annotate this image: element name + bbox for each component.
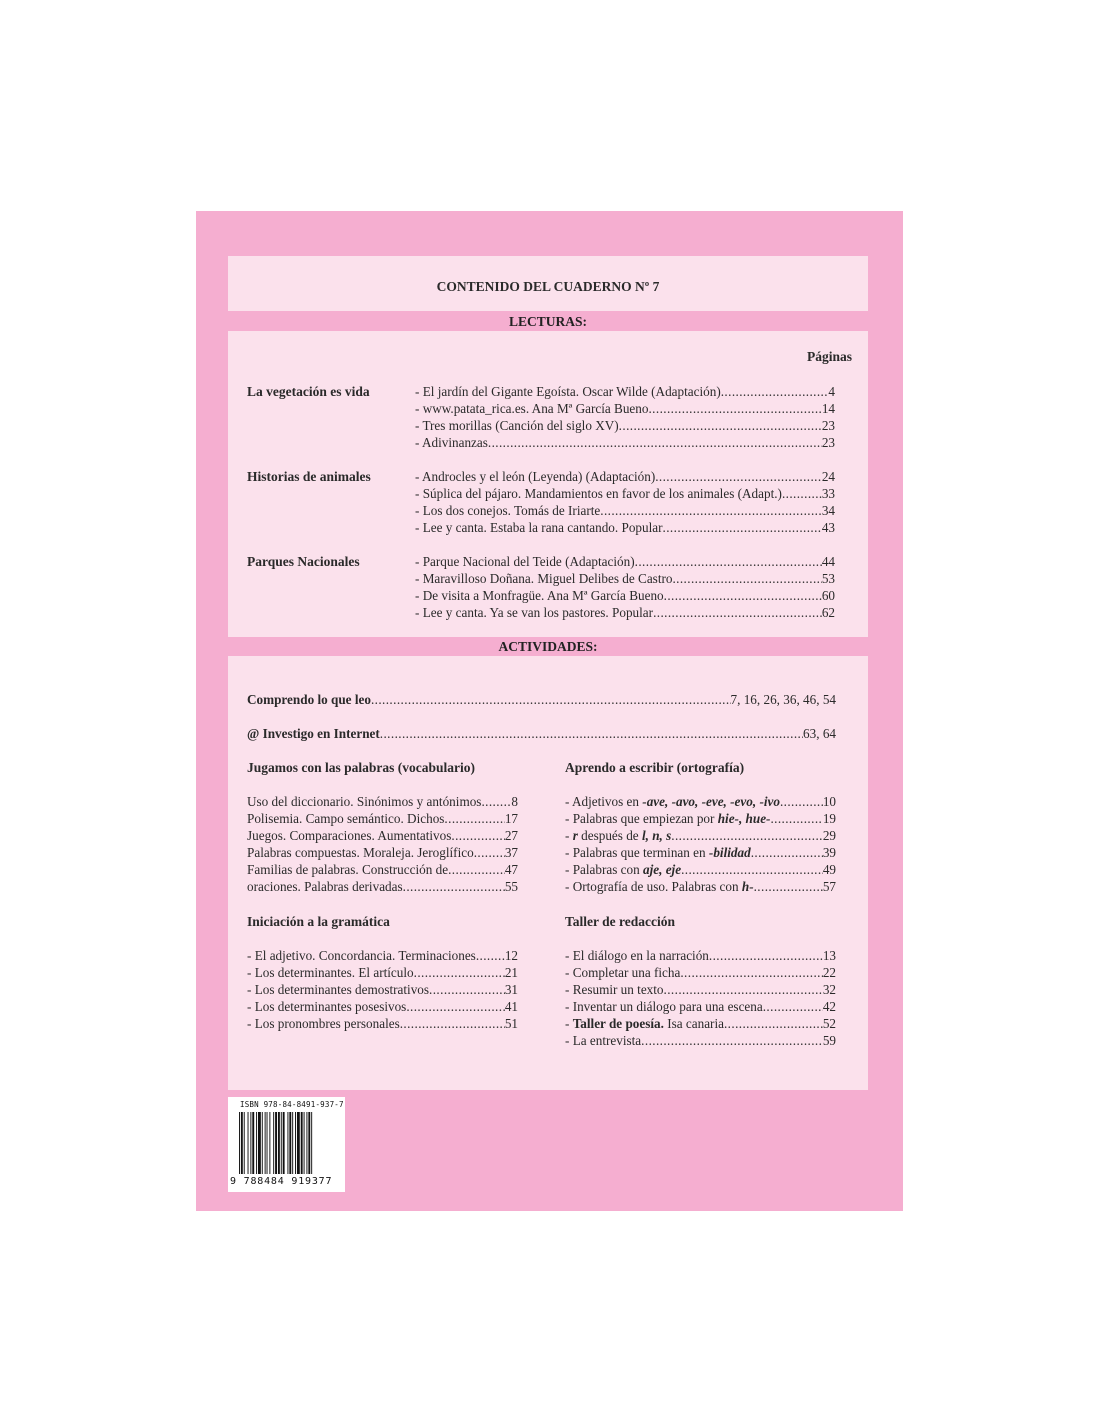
isbn-barcode-box — [228, 1097, 345, 1192]
entry-title: - Maravilloso Doñana. Miguel Delibes de Castro — [415, 571, 673, 586]
entry-title: - Completar una ficha — [565, 965, 681, 980]
entry-emphasis: -ave, -avo, -eve, -evo, -ivo — [642, 794, 780, 809]
entry-title: - Lee y canta. Ya se van los pastores. Popular — [415, 605, 654, 620]
entry-emphasis: aje, eje — [643, 862, 682, 877]
toc-entry — [565, 1015, 836, 1032]
entry-title: Juegos. Comparaciones. Aumentativos — [247, 828, 452, 843]
toc-entry — [565, 981, 836, 998]
back-cover — [196, 211, 903, 1211]
section-label: Historias de animales — [247, 469, 371, 484]
section-entries — [415, 468, 835, 536]
actividades-heading: ACTIVIDADES: — [498, 639, 598, 654]
entry-title: Palabras compuestas. Moraleja. Jeroglífico — [247, 845, 474, 860]
entry-title: - Los determinantes posesivos — [247, 999, 407, 1014]
entry-title: - Resumir un texto — [565, 982, 664, 997]
entry-emphasis: l, n, s — [641, 828, 672, 843]
entry-page: 32 — [822, 982, 836, 997]
entry-title: - Ortografía de uso. Palabras con — [565, 879, 742, 894]
toc-entry — [415, 604, 835, 621]
toc-entry — [565, 1032, 836, 1049]
toc-entry — [247, 878, 518, 895]
entry-emphasis: h- — [741, 879, 754, 894]
section-heading: Aprendo a escribir (ortografía) — [565, 760, 745, 775]
entry-title: - Los pronombres personales — [247, 1016, 400, 1031]
toc-entry — [247, 964, 518, 981]
entry-page: 37 — [504, 845, 518, 860]
entry-page: 10 — [822, 794, 836, 809]
toc-entry — [415, 553, 835, 570]
toc-entry — [415, 502, 835, 519]
toc-entry — [415, 400, 835, 417]
entry-title: - — [565, 828, 573, 843]
toc-entry — [565, 827, 836, 844]
entry-title: - Androcles y el león (Leyenda) (Adaptación) — [415, 469, 656, 484]
toc-entry — [565, 793, 836, 810]
entry-page: 27 — [504, 828, 518, 843]
toc-entry — [415, 587, 835, 604]
entry-title: - De visita a Monfragüe. Ana Mª García Bueno — [415, 588, 664, 603]
paginas-label: Páginas — [806, 349, 852, 364]
entry-emphasis: hie-, hue- — [717, 811, 771, 826]
entry-page: 52 — [822, 1016, 836, 1031]
toc-entry — [415, 417, 835, 434]
entry-title: - El adjetivo. Concordancia. Terminaciones — [247, 948, 476, 963]
lecturas-panel — [228, 331, 868, 637]
toc-entry — [247, 844, 518, 861]
entry-title: Uso del diccionario. Sinónimos y antónimos — [247, 794, 482, 809]
actividades-panel — [228, 656, 868, 1090]
section-heading: Taller de redacción — [565, 914, 675, 929]
entry-title: - Los dos conejos. Tomás de Iriarte — [415, 503, 601, 518]
entry-page: 51 — [504, 1016, 518, 1031]
entry-title-bold: Taller de poesía. — [572, 1016, 664, 1031]
entry-page: 39 — [822, 845, 836, 860]
entry-page: 8 — [511, 794, 518, 809]
section-label: Parques Nacionales — [247, 554, 360, 569]
entry-title: - El diálogo en la narración — [565, 948, 709, 963]
entry-page: 21 — [504, 965, 518, 980]
entry-title: - Palabras que terminan en — [565, 845, 709, 860]
entry-title: Comprendo lo que leo — [247, 692, 371, 707]
entry-title: - Los determinantes demostrativos — [247, 982, 430, 997]
toc-entry — [565, 964, 836, 981]
entry-page: 13 — [822, 948, 836, 963]
entry-title: Familias de palabras. Construcción de — [247, 862, 449, 877]
section-heading: Iniciación a la gramática — [247, 914, 390, 929]
entry-title: - Adivinanzas — [415, 435, 488, 450]
entry-title: - www.patata_rica.es. Ana Mª García Bueno — [415, 401, 649, 416]
toc-entry — [247, 861, 518, 878]
entry-title: - Súplica del pájaro. Mandamientos en favor de los animales (Adapt.) — [415, 486, 782, 501]
entry-page: 47 — [504, 862, 518, 877]
entry-title: - La entrevista — [565, 1033, 642, 1048]
toc-entry — [415, 434, 835, 451]
entry-page: 55 — [504, 879, 518, 894]
entry-page: 63, 64 — [803, 726, 836, 741]
entry-title: @ Investigo en Internet — [247, 726, 380, 741]
barcode-digits: 9 788484 919377 — [230, 1176, 333, 1187]
section-entries — [415, 553, 835, 621]
entry-page: 59 — [822, 1033, 836, 1048]
entry-page: 62 — [821, 605, 835, 620]
entry-page: 23 — [821, 435, 835, 450]
entry-title: oraciones. Palabras derivadas — [247, 879, 403, 894]
page-title: CONTENIDO DEL CUADERNO Nº 7 — [436, 279, 660, 294]
entry-title: - Inventar un diálogo para una escena — [565, 999, 763, 1014]
toc-entry-comprendo — [247, 691, 836, 708]
lecturas-heading: LECTURAS: — [508, 314, 587, 329]
toc-entry — [415, 383, 835, 400]
toc-entry-investigo — [247, 725, 836, 742]
toc-entry — [415, 519, 835, 536]
toc-entry — [565, 844, 836, 861]
toc-entry — [415, 468, 835, 485]
entry-page: 24 — [821, 469, 835, 484]
toc-entry — [415, 485, 835, 502]
barcode-icon — [238, 1112, 338, 1174]
entry-page: 49 — [822, 862, 836, 877]
entry-title: - — [565, 1016, 573, 1031]
entry-page: 17 — [504, 811, 518, 826]
entry-page: 23 — [821, 418, 835, 433]
entry-title: - Adjetivos en — [565, 794, 643, 809]
entry-page: 31 — [504, 982, 518, 997]
toc-entry — [247, 1015, 518, 1032]
section-entries — [415, 383, 835, 451]
toc-entry — [565, 878, 836, 895]
entry-title: - Lee y canta. Estaba la rana cantando. Popular — [415, 520, 663, 535]
toc-entry — [247, 793, 518, 810]
entry-page: 43 — [821, 520, 835, 535]
entry-page: 60 — [821, 588, 835, 603]
entry-page: 22 — [822, 965, 836, 980]
entry-title-rest: Isa canaria — [663, 1016, 724, 1031]
entry-page: 14 — [821, 401, 835, 416]
entry-page: 34 — [821, 503, 835, 518]
entry-emphasis: -bilidad — [708, 845, 751, 860]
entry-title: Polisemia. Campo semántico. Dichos — [247, 811, 445, 826]
entry-emphasis: r — [572, 828, 578, 843]
entry-page: 4 — [828, 384, 835, 399]
entry-page: 57 — [822, 879, 836, 894]
toc-entry — [565, 861, 836, 878]
entry-title: - Palabras que empiezan por — [565, 811, 718, 826]
entry-page: 29 — [822, 828, 836, 843]
entry-page: 44 — [821, 554, 835, 569]
section-heading: Jugamos con las palabras (vocabulario) — [247, 760, 476, 775]
section-label: La vegetación es vida — [247, 384, 370, 399]
entry-page: 41 — [504, 999, 518, 1014]
entry-page: 19 — [822, 811, 836, 826]
entry-page: 53 — [821, 571, 835, 586]
toc-entry — [565, 947, 836, 964]
entry-page: 33 — [821, 486, 835, 501]
toc-entry — [247, 827, 518, 844]
toc-entry — [565, 810, 836, 827]
toc-entry — [565, 998, 836, 1015]
toc-entry — [247, 998, 518, 1015]
entry-title: - Parque Nacional del Teide (Adaptación) — [415, 554, 635, 569]
isbn-label: ISBN 978-84-8491-937-7 — [240, 1100, 344, 1109]
toc-entry — [247, 981, 518, 998]
entry-title: - Tres morillas (Canción del siglo XV) — [415, 418, 619, 433]
entry-page: 7, 16, 26, 36, 46, 54 — [730, 692, 836, 707]
entry-title: - Palabras con — [565, 862, 643, 877]
title-panel — [228, 256, 868, 311]
entry-page: 42 — [822, 999, 836, 1014]
toc-entry — [247, 947, 518, 964]
toc-entry — [415, 570, 835, 587]
entry-page: 12 — [504, 948, 518, 963]
toc-entry — [247, 810, 518, 827]
entry-title: - El jardín del Gigante Egoísta. Oscar Wilde (Adaptación) — [415, 384, 721, 399]
entry-title: - Los determinantes. El artículo — [247, 965, 414, 980]
entry-title-rest: después de — [577, 828, 642, 843]
